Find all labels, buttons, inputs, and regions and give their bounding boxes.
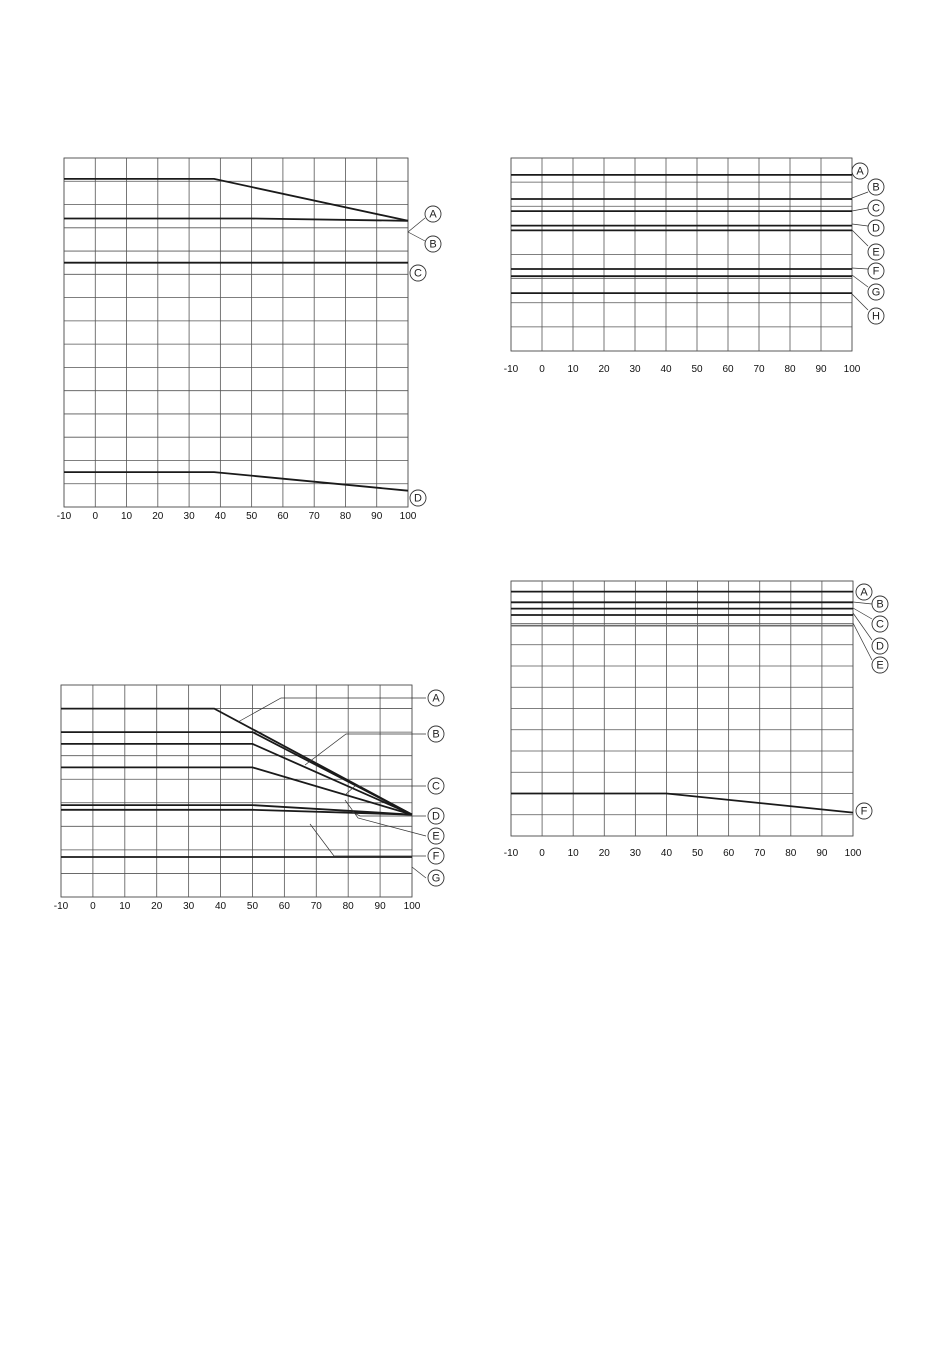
- series-label-d: D: [876, 640, 884, 653]
- series-label-g: G: [431, 872, 441, 885]
- leader-line-c: [852, 208, 868, 211]
- leader-line-d: [852, 224, 868, 226]
- series-label-c: C: [876, 618, 884, 631]
- x-tick-label: 80: [342, 901, 354, 912]
- x-tick-label: 10: [567, 364, 579, 375]
- x-tick-label: 30: [629, 848, 641, 859]
- x-tick-label: 40: [660, 364, 672, 375]
- x-tick-label: 20: [151, 901, 163, 912]
- x-tick-label: -10: [56, 511, 72, 522]
- x-tick-label: 40: [660, 848, 673, 859]
- x-tick-label: 90: [816, 848, 828, 859]
- x-tick-label: 40: [214, 901, 227, 912]
- x-tick-label: 90: [815, 364, 827, 375]
- x-tick-label: -10: [53, 901, 69, 912]
- chart-top-right: [504, 158, 884, 375]
- series-label-c: C: [414, 267, 422, 280]
- series-label-b: B: [432, 728, 440, 741]
- leader-line-g: [852, 275, 868, 287]
- x-tick-label: 100: [844, 848, 862, 859]
- x-tick-label: 50: [246, 901, 259, 912]
- x-tick-label: 50: [246, 511, 258, 522]
- series-label-a: A: [432, 692, 440, 705]
- leader-line-a: [408, 218, 425, 232]
- x-tick-label: 10: [120, 511, 133, 522]
- leader-line-e: [345, 800, 426, 836]
- series-label-e: E: [432, 830, 440, 843]
- leader-line-h: [852, 294, 868, 310]
- x-tick-label: 50: [691, 364, 703, 375]
- series-line-b: [64, 219, 408, 221]
- x-tick-label: 60: [723, 848, 735, 859]
- series-label-f: F: [432, 850, 440, 863]
- chart-bottom-right: [504, 581, 888, 859]
- leader-line-e: [852, 230, 868, 246]
- leader-line-g: [412, 867, 426, 878]
- chart-bottom-left: [54, 685, 444, 912]
- series-label-d: D: [872, 222, 880, 235]
- x-tick-label: 10: [567, 848, 579, 859]
- x-tick-label: 90: [371, 511, 383, 522]
- leader-line-f: [852, 268, 868, 269]
- series-label-a: A: [429, 208, 437, 221]
- series-label-g: G: [871, 286, 881, 299]
- x-tick-label: 80: [785, 848, 797, 859]
- x-tick-label: 90: [374, 901, 386, 912]
- series-label-e: E: [876, 659, 884, 672]
- series-line-f: [511, 794, 853, 813]
- series-label-d: D: [414, 492, 422, 505]
- leader-line-b: [852, 192, 868, 198]
- x-tick-label: 30: [183, 901, 195, 912]
- series-label-e: E: [872, 246, 880, 259]
- x-tick-label: 20: [598, 364, 610, 375]
- x-tick-label: 0: [539, 364, 545, 375]
- x-tick-label: 10: [119, 901, 131, 912]
- series-line-a: [64, 179, 408, 221]
- x-tick-label: 70: [310, 901, 322, 912]
- chart-top-left: [57, 158, 441, 522]
- x-tick-label: 60: [722, 364, 734, 375]
- series-label-c: C: [872, 202, 880, 215]
- x-tick-label: 60: [277, 511, 289, 522]
- leader-line-a: [238, 698, 426, 722]
- series-label-f: F: [860, 805, 868, 818]
- series-label-a: A: [856, 165, 864, 178]
- series-label-d: D: [432, 810, 440, 823]
- x-tick-label: -10: [503, 364, 519, 375]
- x-tick-label: 70: [308, 511, 320, 522]
- series-label-b: B: [429, 238, 437, 251]
- series-label-b: B: [876, 598, 884, 611]
- x-tick-label: 0: [90, 901, 96, 912]
- series-label-h: H: [872, 310, 880, 323]
- series-label-f: F: [872, 265, 880, 278]
- x-tick-label: 40: [214, 511, 226, 522]
- leader-line-e: [853, 623, 872, 660]
- x-tick-label: 100: [403, 901, 421, 912]
- series-label-c: C: [432, 780, 440, 793]
- x-tick-label: 0: [92, 511, 99, 522]
- leader-line-f: [310, 824, 426, 856]
- leader-line-b: [305, 734, 426, 765]
- leader-line-b: [408, 232, 425, 241]
- series-label-a: A: [860, 586, 868, 599]
- series-line-f: [61, 810, 412, 815]
- x-tick-label: 100: [399, 511, 417, 522]
- x-tick-label: 0: [539, 848, 545, 859]
- x-tick-label: 60: [278, 901, 290, 912]
- leader-line-b: [853, 602, 872, 604]
- x-tick-label: 20: [152, 511, 164, 522]
- x-tick-label: 20: [598, 848, 610, 859]
- x-tick-label: 70: [753, 364, 765, 375]
- x-tick-label: 70: [754, 848, 766, 859]
- x-tick-label: 30: [629, 364, 641, 375]
- x-tick-label: 80: [784, 364, 796, 375]
- x-tick-label: -10: [503, 848, 519, 859]
- x-tick-label: 30: [183, 511, 195, 522]
- series-label-b: B: [872, 181, 880, 194]
- x-tick-label: 80: [339, 511, 352, 522]
- x-tick-label: 100: [843, 364, 861, 375]
- series-line-d: [64, 472, 408, 491]
- x-tick-label: 50: [691, 848, 704, 859]
